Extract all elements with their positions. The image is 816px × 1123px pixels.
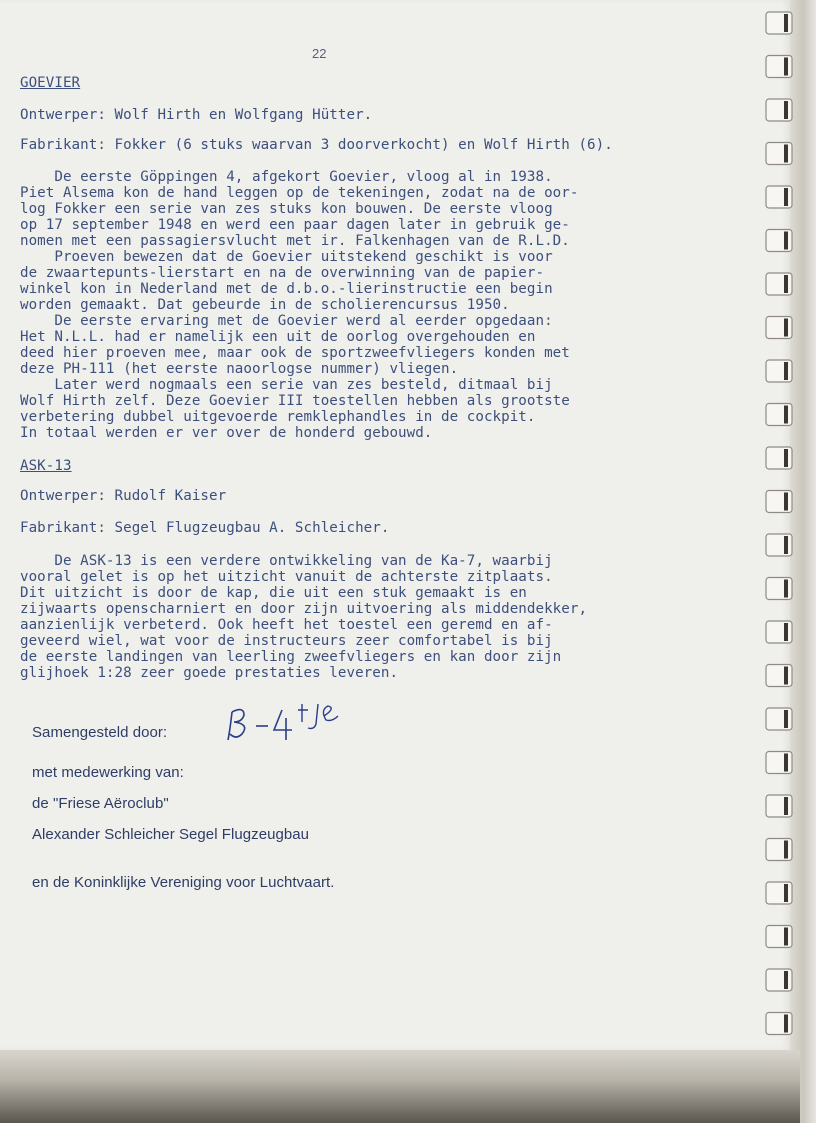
ask13-designer: Ontwerper: Rudolf Kaiser xyxy=(20,488,227,504)
credit-line-knvvl: en de Koninklijke Vereniging voor Luchtvaart. xyxy=(32,874,335,891)
goevier-line: verbetering dubbel uitgevoerde remklephandles in de cockpit. xyxy=(20,409,536,425)
credit-line-schleicher: Alexander Schleicher Segel Flugzeugbau xyxy=(32,826,310,843)
goevier-line: In totaal werden er ver over de honderd gebouwd. xyxy=(20,425,433,441)
goevier-line: worden gemaakt. Dat gebeurde in de scholierencursus 1950. xyxy=(20,297,510,313)
handwritten-signature xyxy=(222,700,352,744)
goevier-line: Het N.L.L. had er namelijk een uit de oorlog overgehouden en xyxy=(20,329,536,345)
ask13-line: geveerd wiel, wat voor de instructeurs zeer comfortabel is bij xyxy=(20,633,553,649)
page-bottom-edge xyxy=(0,1050,800,1123)
goevier-line: winkel kon in Nederland met de d.b.o.-lierinstructie een begin xyxy=(20,281,553,297)
goevier-line: De eerste Göppingen 4, afgekort Goevier, vloog al in 1938. xyxy=(20,169,553,185)
next-page-edge xyxy=(790,0,816,1123)
goevier-line: De eerste ervaring met de Goevier werd al eerder opgedaan: xyxy=(20,313,553,329)
ask13-line: glijhoek 1:28 zeer goede prestaties leveren. xyxy=(20,665,399,681)
goevier-line: Wolf Hirth zelf. Deze Goevier III toestellen hebben als grootste xyxy=(20,393,570,409)
ask13-line: aanzienlijk verbeterd. Ook heeft het toestel een geremd en af- xyxy=(20,617,553,633)
goevier-line: nomen met een passagiersvlucht met ir. Falkenhagen van de R.L.D. xyxy=(20,233,570,249)
goevier-line: Later werd nogmaals een serie van zes besteld, ditmaal bij xyxy=(20,377,553,393)
ask13-line: vooral gelet is op het uitzicht vanuit de achterste zitplaats. xyxy=(20,569,553,585)
goevier-line: Proeven bewezen dat de Goevier uitstekend geschikt is voor xyxy=(20,249,553,265)
compiled-by-label: Samengesteld door: xyxy=(32,724,168,741)
ask13-line: Dit uitzicht is door de kap, die uit een stuk gemaakt is en xyxy=(20,585,527,601)
goevier-line: op 17 september 1948 en werd een paar dagen later in gebruik ge- xyxy=(20,217,570,233)
ask13-line: de eerste landingen van leerling zweefvliegers en kan door zijn xyxy=(20,649,562,665)
credit-line-friese-aeroclub: de "Friese Aëroclub" xyxy=(32,795,169,812)
goevier-line: deed hier proeven mee, maar ook de sportzweefvliegers konden met xyxy=(20,345,570,361)
goevier-manufacturer: Fabrikant: Fokker (6 stuks waarvan 3 doorverkocht) en Wolf Hirth (6). xyxy=(20,137,613,153)
goevier-line: de zwaartepunts-lierstart en na de overwinning van de papier- xyxy=(20,265,545,281)
goevier-line: Piet Alsema kon de hand leggen op de tekeningen, zodat na de oor- xyxy=(20,185,579,201)
page-number: 22 xyxy=(312,46,327,61)
goevier-line: log Fokker een serie van zes stuks kon bouwen. De eerste vloog xyxy=(20,201,553,217)
goevier-designer: Ontwerper: Wolf Hirth en Wolfgang Hütter. xyxy=(20,107,373,123)
cooperation-label: met medewerking van: xyxy=(32,764,184,781)
goevier-line: deze PH-111 (het eerste naoorlogse nummer) vliegen. xyxy=(20,361,459,377)
goevier-heading: GOEVIER xyxy=(20,75,81,91)
ask13-manufacturer: Fabrikant: Segel Flugzeugbau A. Schleicher. xyxy=(20,520,390,536)
ask13-heading: ASK-13 xyxy=(20,458,72,474)
ask13-line: De ASK-13 is een verdere ontwikkeling van de Ka-7, waarbij xyxy=(20,553,553,569)
ask13-line: zijwaarts openscharniert en door zijn uitvoering als middendekker, xyxy=(20,601,588,617)
